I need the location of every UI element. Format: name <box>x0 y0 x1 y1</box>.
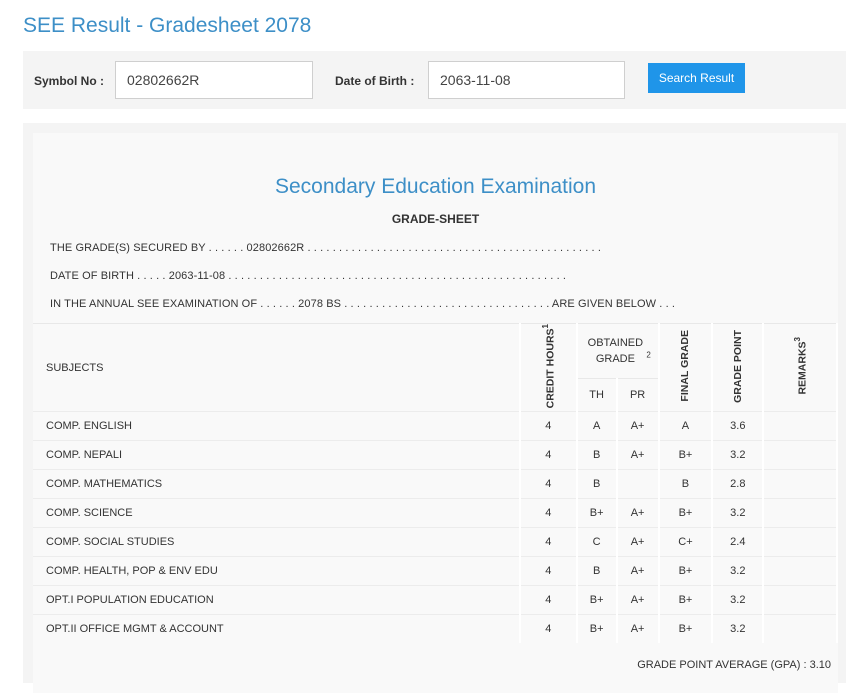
final-grade-cell: B+ <box>659 557 713 586</box>
table-row <box>33 615 837 644</box>
remarks-cell <box>763 528 837 557</box>
final-grade-cell: B+ <box>659 586 713 615</box>
subject-cell: OPT.I POPULATION EDUCATION <box>33 586 520 615</box>
final-grade-cell: B <box>659 470 713 499</box>
header-final-grade: FINAL GRADE <box>659 324 713 412</box>
pr-grade-cell: A+ <box>617 441 659 470</box>
remarks-cell <box>763 557 837 586</box>
credit-cell: 4 <box>520 412 577 441</box>
credit-cell: 4 <box>520 499 577 528</box>
subject-cell: COMP. ENGLISH <box>33 412 520 441</box>
symbol-input[interactable] <box>115 61 313 99</box>
subject-cell: COMP. SOCIAL STUDIES <box>33 528 520 557</box>
gradesheet <box>33 133 838 693</box>
examination-line: IN THE ANNUAL SEE EXAMINATION OF . . . . . . 2078 BS . . . . . . . . . . . . . . . . . . . . . . . . . . . . . . . . . ARE GIVEN BELOW . . . <box>50 298 676 310</box>
grade-point-cell: 3.2 <box>712 499 763 528</box>
subject-cell: OPT.II OFFICE MGMT & ACCOUNT <box>33 615 520 644</box>
remarks-cell <box>763 499 837 528</box>
page-title: SEE Result - Gradesheet 2078 <box>23 14 312 37</box>
grade-point-cell: 3.2 <box>712 441 763 470</box>
credit-cell: 4 <box>520 586 577 615</box>
grade-point-cell: 3.2 <box>712 615 763 644</box>
grade-point-cell: 3.2 <box>712 557 763 586</box>
exam-title: Secondary Education Examination <box>274 175 597 198</box>
credit-cell: 4 <box>520 470 577 499</box>
grade-point-cell: 2.8 <box>712 470 763 499</box>
header-th: TH <box>577 379 617 412</box>
subject-cell: COMP. HEALTH, POP & ENV EDU <box>33 557 520 586</box>
final-grade-cell: B+ <box>659 499 713 528</box>
header-grade-point: GRADE POINT <box>712 324 763 412</box>
th-grade-cell: B+ <box>577 615 617 644</box>
credit-cell: 4 <box>520 615 577 644</box>
th-grade-cell: C <box>577 528 617 557</box>
grades-table <box>33 323 838 643</box>
pr-grade-cell: A+ <box>617 557 659 586</box>
gradesheet-container <box>23 123 846 683</box>
search-result-button[interactable]: Search Result <box>648 63 745 93</box>
subject-cell: COMP. NEPALI <box>33 441 520 470</box>
table-row <box>33 528 837 557</box>
grade-point-cell: 3.6 <box>712 412 763 441</box>
pr-grade-cell: A+ <box>617 528 659 557</box>
final-grade-cell: B+ <box>659 441 713 470</box>
final-grade-cell: C+ <box>659 528 713 557</box>
date-of-birth-line: DATE OF BIRTH . . . . . 2063-11-08 . . . . . . . . . . . . . . . . . . . . . . . . . . . . . . . . . . . . . . . . . . . . . . . . . . . . . . <box>50 270 567 282</box>
header-subjects: SUBJECTS <box>33 324 520 412</box>
table-row <box>33 557 837 586</box>
table-row <box>33 470 837 499</box>
header-remarks: REMARKS$^3$ <box>763 324 837 412</box>
search-panel <box>23 51 846 109</box>
remarks-cell <box>763 470 837 499</box>
dob-input[interactable] <box>428 61 625 99</box>
secured-by-line: THE GRADE(S) SECURED BY . . . . . . 02802662R . . . . . . . . . . . . . . . . . . . . . . . . . . . . . . . . . . . . . . . . . . . . . . . <box>50 242 602 254</box>
th-grade-cell: B <box>577 441 617 470</box>
th-grade-cell: B+ <box>577 586 617 615</box>
header-pr: PR <box>617 379 659 412</box>
gpa-summary: GRADE POINT AVERAGE (GPA) : 3.10 <box>637 659 831 671</box>
pr-grade-cell: A+ <box>617 586 659 615</box>
pr-grade-cell: A+ <box>617 412 659 441</box>
pr-grade-cell <box>617 470 659 499</box>
final-grade-cell: B+ <box>659 615 713 644</box>
credit-cell: 4 <box>520 441 577 470</box>
th-grade-cell: A <box>577 412 617 441</box>
table-row <box>33 412 837 441</box>
header-obtained-grade: OBTAINED GRADE $^2$ <box>577 324 659 379</box>
gradesheet-subtitle: GRADE-SHEET <box>391 212 480 226</box>
remarks-cell <box>763 412 837 441</box>
credit-cell: 4 <box>520 557 577 586</box>
dob-label: Date of Birth : <box>335 74 415 88</box>
final-grade-cell: A <box>659 412 713 441</box>
pr-grade-cell: A+ <box>617 499 659 528</box>
grade-point-cell: 2.4 <box>712 528 763 557</box>
remarks-cell <box>763 586 837 615</box>
credit-cell: 4 <box>520 528 577 557</box>
pr-grade-cell: A+ <box>617 615 659 644</box>
subject-cell: COMP. SCIENCE <box>33 499 520 528</box>
table-row <box>33 586 837 615</box>
th-grade-cell: B <box>577 557 617 586</box>
table-row <box>33 499 837 528</box>
subject-cell: COMP. MATHEMATICS <box>33 470 520 499</box>
table-row <box>33 441 837 470</box>
th-grade-cell: B+ <box>577 499 617 528</box>
symbol-label: Symbol No : <box>34 74 105 88</box>
remarks-cell <box>763 615 837 644</box>
grade-point-cell: 3.2 <box>712 586 763 615</box>
remarks-cell <box>763 441 837 470</box>
header-credit-hours: CREDIT HOURS$^1$ <box>520 324 577 412</box>
th-grade-cell: B <box>577 470 617 499</box>
